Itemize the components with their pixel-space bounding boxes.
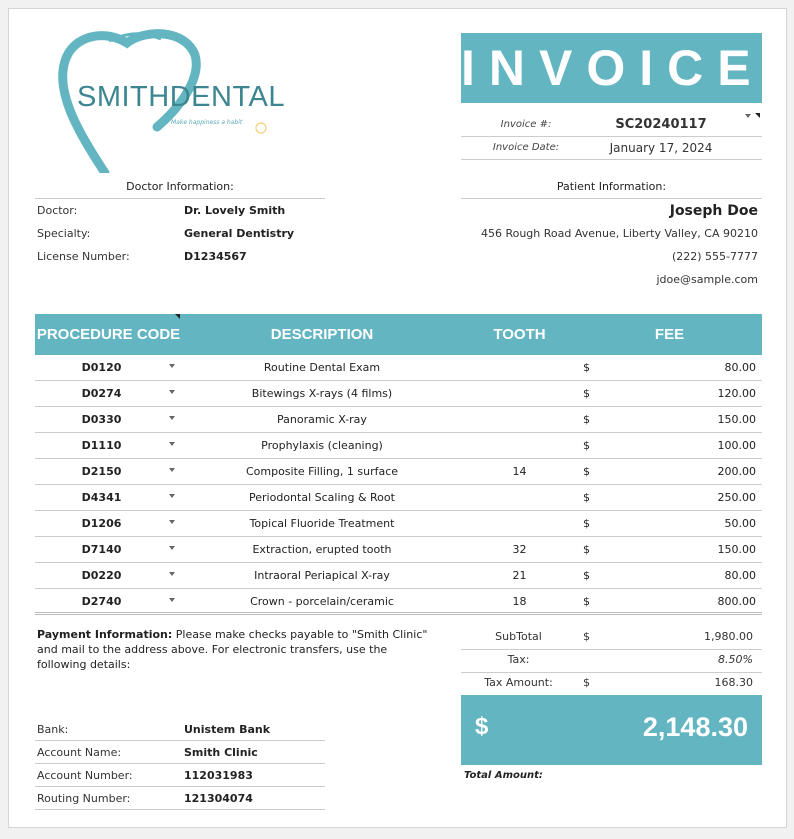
tooth-cell	[462, 433, 577, 458]
doctor-section-title: Doctor Information:	[126, 180, 234, 193]
table-row	[35, 485, 762, 511]
fee-cell: 150.00	[717, 413, 756, 426]
divider	[461, 198, 762, 199]
brand-tagline: Make happiness a habit	[171, 119, 243, 126]
fee-cell: 100.00	[717, 439, 756, 452]
bank-label: Bank:	[37, 723, 69, 736]
account-name-label: Account Name:	[37, 746, 122, 759]
procedure-code-cell[interactable]: D0330	[81, 413, 122, 426]
currency-cell: $	[583, 491, 590, 504]
divider	[461, 159, 762, 160]
smithdental-logo	[35, 23, 285, 173]
account-number-value: 112031983	[184, 769, 253, 782]
currency-cell: $	[583, 387, 590, 400]
description-cell: Crown - porcelain/ceramic	[250, 595, 394, 608]
procedure-table-header	[35, 314, 762, 355]
payment-text: Please make checks payable to "Smith Clinic" and mail to the address above. For electronic transfers, use the following details:	[37, 628, 428, 671]
account-number-label: Account Number:	[37, 769, 133, 782]
table-row	[35, 459, 762, 485]
tooth-cell: 18	[512, 595, 527, 608]
doctor-label: Doctor:	[37, 204, 78, 217]
description-cell: Routine Dental Exam	[263, 361, 381, 374]
tax-amount-currency: $	[583, 676, 590, 689]
table-row	[35, 355, 762, 381]
procedure-code-cell[interactable]: D1110	[81, 439, 122, 452]
invoice-number-label: Invoice #:	[500, 119, 552, 130]
license-value: D1234567	[184, 250, 247, 263]
dropdown-arrow-icon[interactable]	[169, 572, 175, 576]
table-row	[35, 589, 762, 615]
header-fee: FEE	[654, 326, 685, 343]
divider	[461, 649, 762, 650]
tax-amount-value: 168.30	[714, 676, 753, 689]
currency-cell: $	[583, 439, 590, 452]
procedure-code-cell[interactable]: D0120	[81, 361, 122, 374]
tax-amount-label: Tax Amount:	[484, 676, 553, 689]
description-cell: Bitewings X-rays (4 films)	[251, 387, 393, 400]
procedure-code-cell[interactable]: D7140	[81, 543, 122, 556]
fee-cell: 80.00	[724, 361, 756, 374]
dropdown-arrow-icon[interactable]	[169, 364, 175, 368]
total-amount-label: Total Amount:	[464, 770, 543, 781]
description-cell: Panoramic X-ray	[277, 413, 367, 426]
header-description: DESCRIPTION	[270, 326, 374, 343]
subtotal-currency: $	[583, 630, 590, 643]
description-cell: Topical Fluoride Treatment	[249, 517, 395, 530]
comment-marker-icon	[175, 314, 180, 319]
dropdown-arrow-icon[interactable]	[169, 546, 175, 550]
routing-number-value: 121304074	[184, 792, 253, 805]
currency-cell: $	[583, 361, 590, 374]
tax-rate-value: 8.50%	[718, 653, 753, 666]
patient-email: jdoe@sample.com	[656, 273, 758, 286]
specialty-label: Specialty:	[37, 227, 91, 240]
comment-marker-icon	[755, 113, 760, 118]
specialty-value: General Dentistry	[184, 227, 295, 240]
invoice-number-dropdown-icon[interactable]	[745, 114, 751, 118]
divider	[461, 672, 762, 673]
divider	[35, 786, 325, 787]
dropdown-arrow-icon[interactable]	[169, 468, 175, 472]
invoice-number[interactable]: SC20240117	[615, 117, 707, 132]
procedure-code-cell[interactable]: D4341	[81, 491, 122, 504]
patient-section-title: Patient Information:	[556, 180, 667, 193]
total-amount: 2,148.30	[642, 712, 748, 742]
description-cell: Extraction, erupted tooth	[252, 543, 392, 556]
currency-cell: $	[583, 465, 590, 478]
tax-label: Tax:	[507, 653, 530, 666]
header-procedure-code: PROCEDURE CODE	[36, 326, 181, 343]
patient-phone: (222) 555-7777	[671, 250, 758, 263]
account-name-value: Smith Clinic	[184, 746, 258, 759]
patient-name: Joseph Doe	[669, 203, 758, 219]
subtotal-value: 1,980.00	[704, 630, 753, 643]
tooth-cell: 14	[512, 465, 527, 478]
procedure-code-cell[interactable]: D2740	[81, 595, 122, 608]
currency-cell: $	[583, 413, 590, 426]
currency-cell: $	[583, 543, 590, 556]
fee-cell: 250.00	[717, 491, 756, 504]
invoice-date-label: Invoice Date:	[492, 142, 560, 153]
description-cell: Intraoral Periapical X-ray	[254, 569, 390, 582]
fee-cell: 80.00	[724, 569, 756, 582]
tooth-cell: 21	[512, 569, 527, 582]
description-cell: Periodontal Scaling & Root	[249, 491, 395, 504]
table-row	[35, 563, 762, 589]
payment-label: Payment Information:	[37, 628, 173, 641]
tooth-cell	[462, 511, 577, 536]
currency-cell: $	[583, 595, 590, 608]
doctor-value: Dr. Lovely Smith	[184, 204, 286, 217]
table-row	[35, 537, 762, 563]
total-amount-box	[461, 695, 762, 765]
currency-cell: $	[583, 517, 590, 530]
divider	[461, 136, 762, 137]
routing-number-label: Routing Number:	[37, 792, 131, 805]
table-row	[35, 381, 762, 407]
table-row	[35, 433, 762, 459]
fee-cell: 50.00	[724, 517, 756, 530]
description-cell: Composite Filling, 1 surface	[245, 465, 399, 478]
bank-value: Unistem Bank	[184, 723, 271, 736]
tooth-cell	[462, 485, 577, 510]
dropdown-arrow-icon[interactable]	[169, 416, 175, 420]
fee-cell: 120.00	[717, 387, 756, 400]
table-row	[35, 511, 762, 537]
dropdown-arrow-icon[interactable]	[169, 390, 175, 394]
procedure-code-cell[interactable]: D1206	[81, 517, 122, 530]
divider	[35, 740, 325, 741]
fee-cell: 200.00	[717, 465, 756, 478]
procedure-code-cell[interactable]: D0220	[81, 569, 122, 582]
header-tooth: TOOTH	[493, 326, 546, 343]
invoice-date: January 17, 2024	[609, 141, 713, 155]
payment-information	[37, 627, 437, 672]
license-label: License Number:	[37, 250, 130, 263]
description-cell: Prophylaxis (cleaning)	[261, 439, 383, 452]
dropdown-arrow-icon[interactable]	[169, 494, 175, 498]
tooth-cell	[462, 355, 577, 380]
invoice-page	[8, 8, 787, 828]
table-row	[35, 407, 762, 433]
total-currency: $	[475, 713, 489, 740]
dropdown-arrow-icon[interactable]	[169, 520, 175, 524]
divider	[35, 763, 325, 764]
fee-cell: 800.00	[717, 595, 756, 608]
subtotal-label: SubTotal	[495, 630, 542, 643]
procedure-code-cell[interactable]: D0274	[81, 387, 122, 400]
invoice-title: INVOICE	[461, 33, 762, 103]
dropdown-arrow-icon[interactable]	[169, 442, 175, 446]
fee-cell: 150.00	[717, 543, 756, 556]
tooth-cell	[462, 407, 577, 432]
dropdown-arrow-icon[interactable]	[169, 598, 175, 602]
currency-cell: $	[583, 569, 590, 582]
tooth-cell: 32	[512, 543, 527, 556]
divider	[35, 198, 325, 199]
procedure-code-cell[interactable]: D2150	[81, 465, 122, 478]
divider	[35, 809, 325, 810]
tooth-cell	[462, 381, 577, 406]
brand-name: SMITHDENTAL	[77, 81, 285, 113]
patient-address: 456 Rough Road Avenue, Liberty Valley, CA 90210	[480, 227, 758, 240]
